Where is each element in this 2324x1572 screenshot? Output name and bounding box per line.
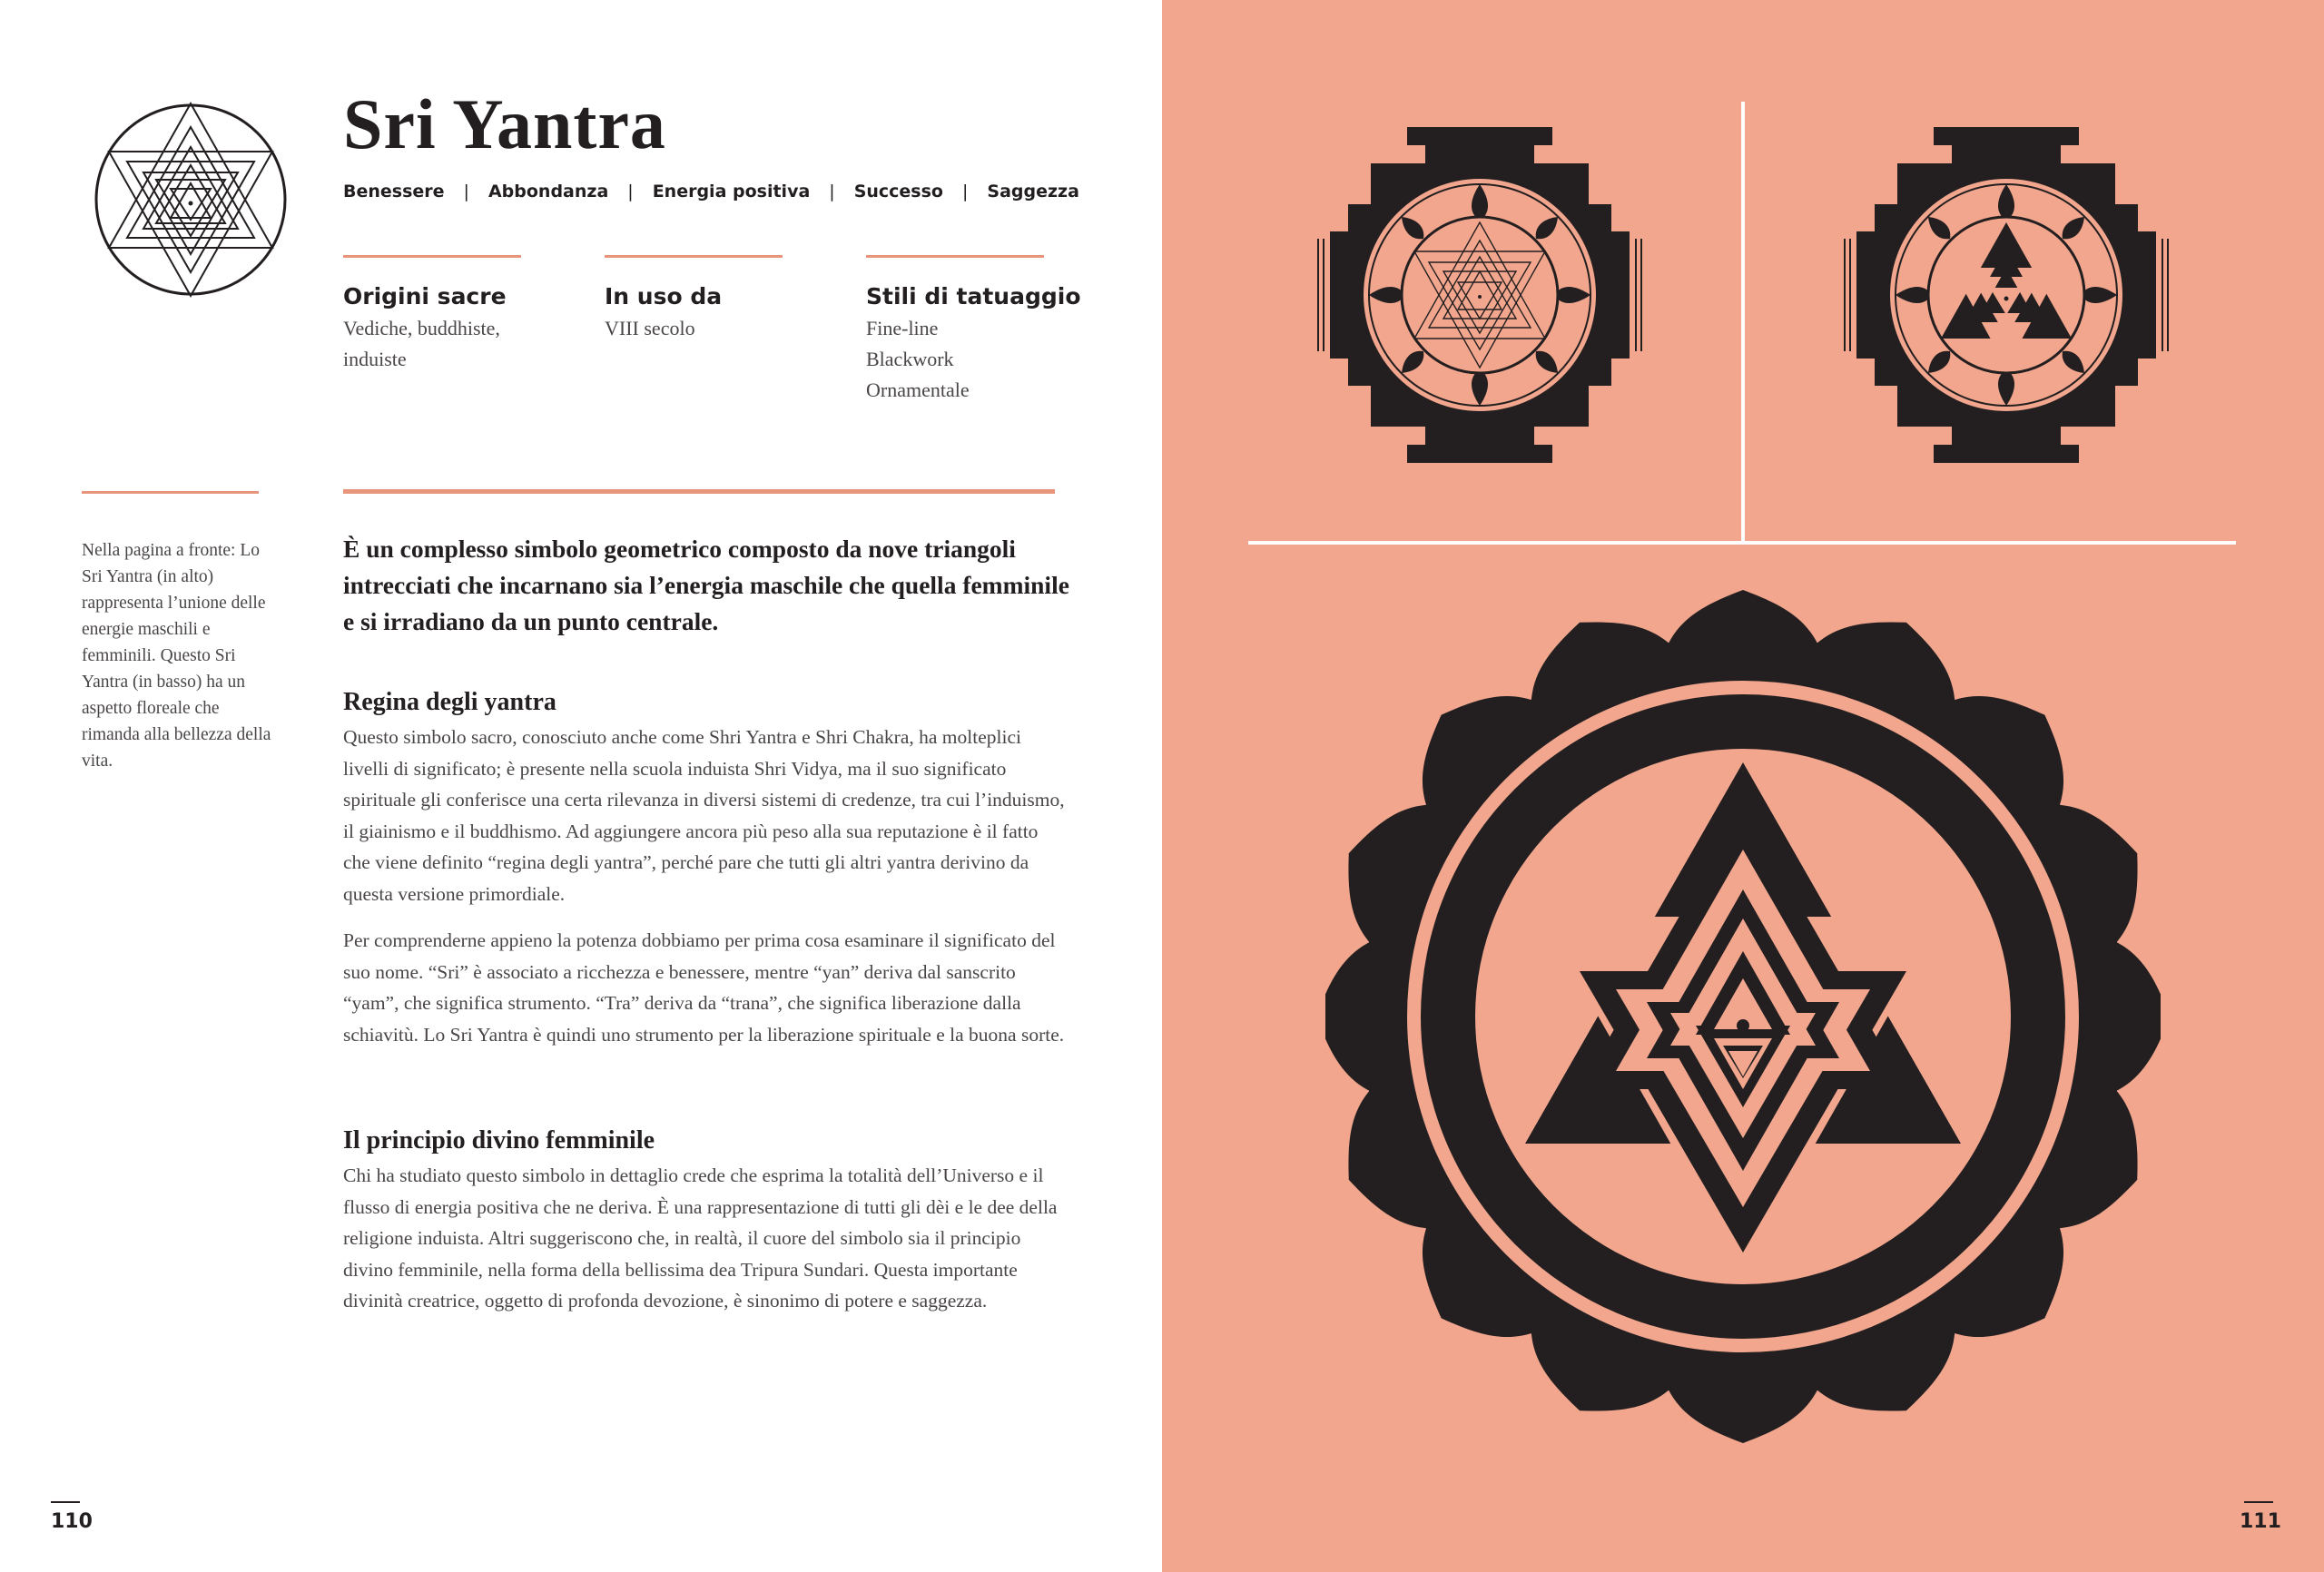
meta-heading: Stili di tatuaggio [866,283,1081,309]
tag: Abbondanza [487,182,609,201]
meta-line: VIII secolo [605,317,695,339]
right-page [1162,0,2324,1572]
meta-tattoo-styles [866,283,1081,406]
page-number: 111 [2240,1510,2281,1533]
page-title: Sri Yantra [343,84,666,163]
image-caption: Nella pagina a fronte: Lo Sri Yantra (in alto) rappresenta l’unione delle energie maschili e femminili. Questo Sri Yantra (in basso) ha un aspetto floreale che rimanda alla bellezza della vita. [82,541,271,771]
meta-text [605,313,722,344]
meta-origins [343,283,507,375]
meta-line: Ornamentale [866,378,970,401]
tag-list [343,182,1079,201]
section-body [343,722,1069,1050]
page-number: 110 [51,1510,93,1533]
meta-text [866,313,1081,406]
meta-heading: Origini sacre [343,283,507,309]
tag-separator: | [961,182,969,201]
meta-text [343,313,507,375]
sri-yantra-square-solid-icon [1834,123,2179,467]
vertical-divider [1741,102,1745,545]
sri-yantra-square-outline-icon [1307,123,1652,467]
tag-separator: | [829,182,835,201]
tag: Benessere [343,182,445,201]
section-heading: Il principio divino femminile [343,1126,655,1154]
page-number-rule [2244,1501,2273,1503]
accent-rule [343,255,521,258]
sri-yantra-floral-icon [1325,581,2161,1452]
accent-rule-thick [343,489,1055,494]
meta-line: Blackwork [866,348,954,370]
accent-rule [866,255,1044,258]
tag: Successo [853,182,943,201]
meta-line: Fine-line [866,317,939,339]
tag-separator: | [627,182,634,201]
paragraph: Per comprenderne appieno la potenza dobbiamo per prima cosa esaminare il significato del suo nome. “Sri” è associato a ricchezza e benessere, mentre “yan” deriva dal sanscrito “yam”, che significa strumento. “Tra” deriva da “trana”, che significa liberazione dalla schiavitù. Lo Sri Yantra è quindi uno strumento per la liberazione spirituale e la buona sorte. [343,929,1065,1046]
accent-rule [605,255,783,258]
horizontal-divider [1248,541,2236,545]
sri-yantra-line-icon [91,100,290,300]
tag-separator: | [463,182,469,201]
intro-paragraph: È un complesso simbolo geometrico composto da nove triangoli intrecciati che incarnano sia l’energia maschile che quella femminile e si irradiano da un punto centrale. [343,535,1069,635]
meta-heading: In uso da [605,283,723,309]
meta-line: induiste [343,348,407,370]
tag: Saggezza [987,182,1079,201]
section-body [343,1160,1069,1317]
accent-rule [82,491,259,494]
paragraph: Chi ha studiato questo simbolo in dettaglio crede che esprima la totalità dell’Universo e il flusso di energia positiva che ne deriva. È una rappresentazione di tutti gli dèi e le dee della religione induista. Altri suggeriscono che, in realtà, il cuore del simbolo sia il principio divino femminile, nella forma della bellissima dea Tripura Sundari. Questa importante divinità creatrice, oggetto di profonda devozione, è sinonimo di potere e saggezza. [343,1164,1058,1312]
section-heading: Regina degli yantra [343,688,556,716]
meta-line: Vediche, buddhiste, [343,317,500,339]
tag: Energia positiva [652,182,811,201]
paragraph: Questo simbolo sacro, conosciuto anche come Shri Yantra e Shri Chakra, ha molteplici livelli di significato; è presente nella scuola induista Shri Vidya, ma il suo significato spirituale gli conferisce una certa rilevanza in diversi sistemi di credenze, tra cui l’induismo, il giainismo e il buddhismo. Ad aggiungere ancora più peso alla sua reputazione è il fatto che viene definito “regina degli yantra”, perché pare che tutti gli altri yantra derivino da questa versione primordiale. [343,726,1065,905]
meta-in-use [605,283,722,344]
page-number-rule [51,1501,80,1503]
